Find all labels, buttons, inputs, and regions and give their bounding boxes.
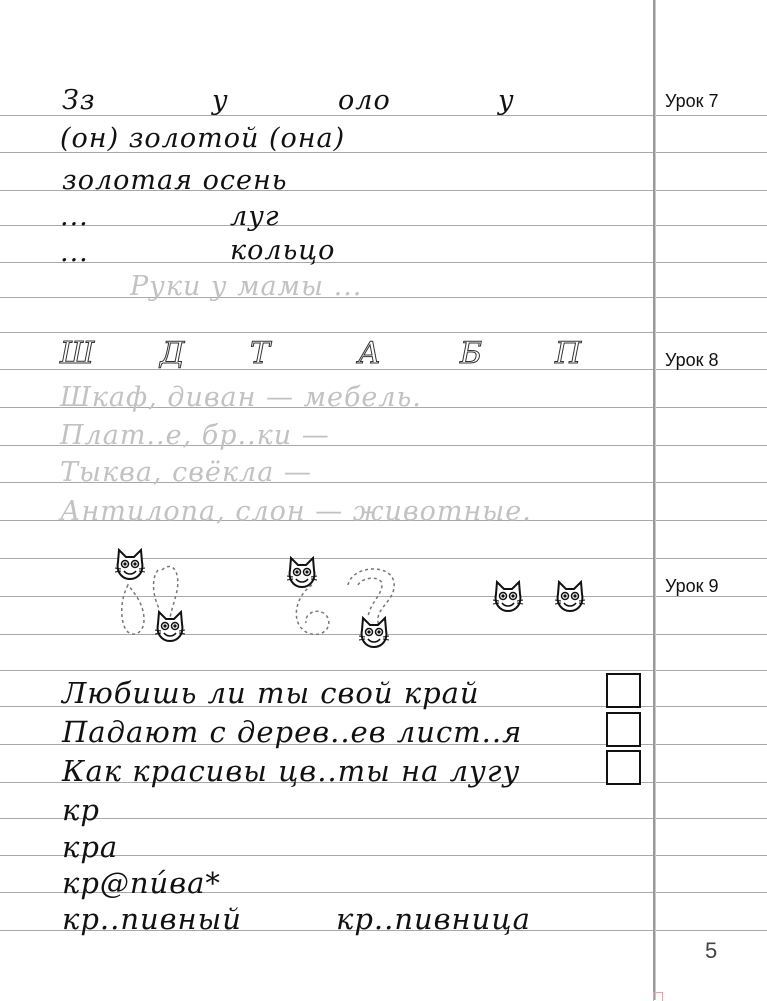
lesson-label-7: Урок 7	[665, 91, 719, 111]
faint-tykva-svekla: Тыква, свёкла —	[60, 457, 312, 488]
ruled-line	[0, 262, 767, 263]
lesson-label-9: Урок 9	[665, 576, 719, 596]
page-number: 5	[705, 938, 718, 963]
letters-z: Зз	[62, 85, 96, 116]
cat-face-icon	[284, 556, 320, 590]
trace-letter-a: А	[358, 336, 381, 371]
letter-u-2: у	[498, 85, 515, 116]
ruled-line	[0, 297, 767, 298]
word-krapivny: кр..пивный	[62, 902, 242, 936]
line-krapiva: кр@пи́ва*	[62, 866, 221, 900]
trace-letter-sh: Ш	[60, 336, 95, 371]
trace-letter-b: Б	[460, 336, 483, 371]
ruled-line	[0, 670, 767, 671]
ruled-line	[0, 225, 767, 226]
answer-box-1[interactable]	[606, 673, 641, 708]
line-zolotoy: (он) золотой (она)	[60, 123, 346, 154]
letter-u-1: у	[212, 85, 229, 116]
word-koltso: кольцо	[230, 235, 336, 266]
line-kr: кр	[62, 793, 100, 827]
margin-line-secondary	[655, 0, 656, 1000]
ruled-line	[0, 818, 767, 819]
trace-letter-t: Т	[250, 336, 271, 371]
cat-face-icon	[112, 548, 148, 582]
faint-ruki-u-mamy: Руки у мамы ...	[130, 271, 363, 302]
trace-letter-p: П	[555, 336, 582, 371]
letters-olo: оло	[338, 85, 391, 116]
lesson-label-8: Урок 8	[665, 350, 719, 370]
line-zolotaya-osen: золотая осень	[62, 165, 288, 196]
sentence-lyubish: Любишь ли ты свой край	[62, 676, 480, 710]
answer-box-2[interactable]	[606, 712, 641, 747]
sentence-padayut: Падают с дерев..ев лист..я	[62, 715, 523, 749]
ruled-line	[0, 332, 767, 333]
dots-2: ...	[60, 237, 89, 268]
cat-face-icon	[356, 616, 392, 650]
line-kra: кра	[62, 830, 119, 864]
trace-letter-d: Д	[160, 336, 185, 371]
word-krapivnitsa: кр..пивница	[336, 902, 531, 936]
word-lug: луг	[230, 201, 280, 232]
ruled-line	[0, 369, 767, 370]
answer-box-3[interactable]	[606, 750, 641, 785]
cat-face-icon	[152, 610, 188, 644]
faint-antilopa-slon: Антилопа, слон — животные.	[60, 496, 532, 527]
sentence-kak-krasivy: Как красивы цв..ты на лугу	[62, 754, 521, 788]
faint-shkaf-divan: Шкаф, диван — мебель.	[60, 382, 422, 413]
dots-1: ...	[60, 201, 89, 232]
cat-face-icon	[490, 580, 526, 614]
faint-plate-bryuki: Плат..е, бр..ки —	[60, 420, 330, 451]
cat-face-icon	[552, 580, 588, 614]
